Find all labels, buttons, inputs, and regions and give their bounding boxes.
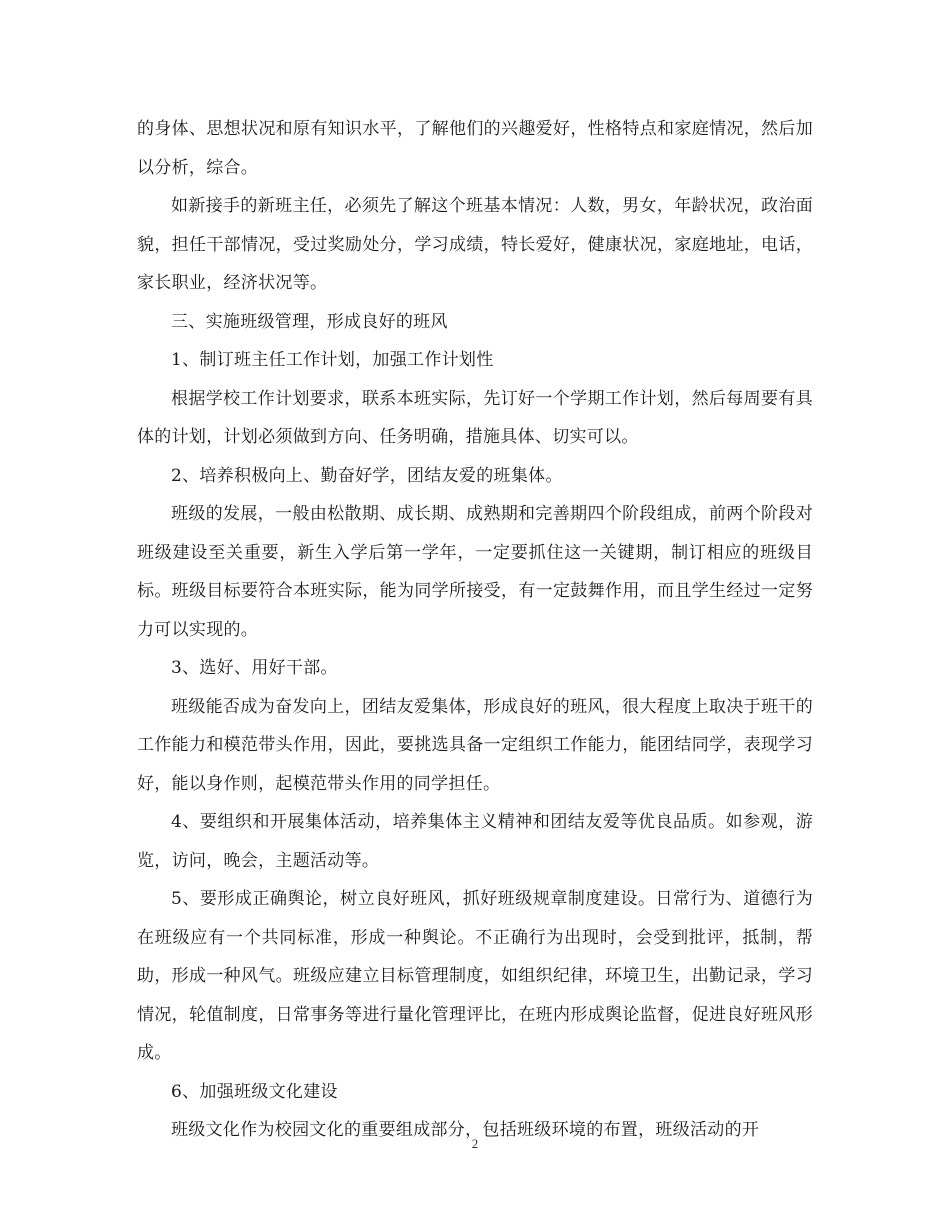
subsection-heading: 1、制订班主任工作计划，加强工作计划性 [171,350,494,370]
body-text [137,110,813,1150]
page-number: 2 [471,1136,479,1151]
paragraph: 班级能否成为奋发向上，团结友爱集体，形成良好的班风，很大程度上取决于班干的工作能力和模范带头作用，因此，要挑选具备一定组织工作能力，能团结同学，表现学习好，能以身作则，起模范带头作用的同学担任。 [137,696,813,794]
paragraph: 的身体、思想状况和原有知识水平，了解他们的兴趣爱好，性格特点和家庭情况，然后加以分析，综合。 [137,119,813,178]
subsection-heading: 2、培养积极向上、勤奋好学，团结友爱的班集体。 [171,465,563,486]
section-heading: 三、实施班级管理，形成良好的班风 [171,311,448,332]
paragraph: 4、要组织和开展集体活动，培养集体主义精神和团结友爱等优良品质。如参观，游览，访问，晚会，主题活动等。 [137,812,813,871]
paragraph: 如新接手的新班主任，必须先了解这个班基本情况：人数，男女，年龄状况，政治面貌，担任干部情况，受过奖励处分，学习成绩，特长爱好，健康状况，家庭地址，电话，家长职业，经济状况等。 [137,196,813,293]
paragraph: 班级文化作为校园文化的重要组成部分，包括班级环境的布置，班级活动的开 [171,1120,760,1140]
subsection-heading: 3、选好、用好干部。 [171,658,338,678]
paragraph: 5、要形成正确舆论，树立良好班风，抓好班级规章制度建设。日常行为、道德行为在班级应有一个共同标准，形成一种舆论。不正确行为出现时，会受到批评，抵制，帮助，形成一种风气。班级应建立目标管理制度，如组织纪律，环境卫生，出勤记录，学习情况，轮值制度，日常事务等进行量化管理评比，在班内形成舆论监督，促进良好班风形成。 [137,889,813,1063]
paragraph: 班级的发展，一般由松散期、成长期、成熟期和完善期四个阶段组成，前两个阶段对班级建设至关重要，新生入学后第一学年，一定要抓住这一关键期，制订相应的班级目标。班级目标要符合本班实际，能为同学所接受，有一定鼓舞作用，而且学生经过一定努力可以实现的。 [137,504,813,640]
paragraph: 根据学校工作计划要求，联系本班实际，先订好一个学期工作计划，然后每周要有具体的计划，计划必须做到方向、任务明确，措施具体、切实可以。 [137,388,813,447]
subsection-heading: 6、加强班级文化建设 [171,1081,338,1102]
